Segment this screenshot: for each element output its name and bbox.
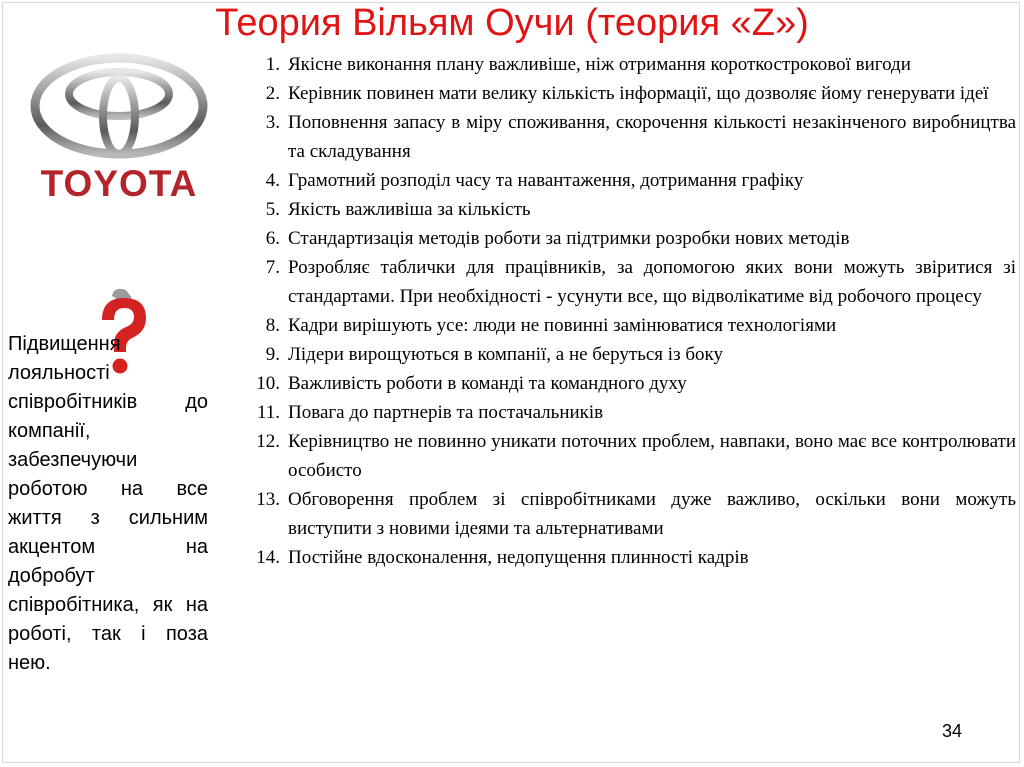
list-item-number: 6. [265, 228, 280, 249]
list-item [232, 166, 1016, 195]
list-item-text: Лідери вирощуються в компанії, а не беруться із боку [288, 344, 723, 365]
list-item-number: 1. [265, 54, 280, 75]
list-item-text: Кадри вирішують усе: люди не повинні замінюватися технологіями [288, 315, 837, 336]
list-item-text: Розробляє таблички для працівників, за допомогою яких вони можуть звіритися зі стандартами. При необхідності - усунути все, що відволікатиме від робочого процесу [288, 257, 1016, 307]
list-item-number: 7. [265, 257, 280, 278]
list-item [232, 427, 1016, 485]
principles-list [232, 50, 1016, 572]
list-item [232, 50, 1016, 79]
list-item-number: 8. [265, 315, 280, 336]
list-item-text: Повага до партнерів та постачальників [288, 402, 604, 423]
list-item [232, 398, 1016, 427]
page-number: 34 [941, 721, 962, 741]
list-item [232, 311, 1016, 340]
list-item-text: Якісне виконання плану важливіше, ніж отримання короткострокової вигоди [288, 54, 911, 75]
list-item [232, 108, 1016, 166]
summary-text: Підвищення лояльності співробітників до компанії, забезпечуючи роботою на все життя з сильним акцентом на добробут співробітника, як на роботі, так і поза нею. [8, 333, 208, 674]
toyota-emblem-icon [28, 50, 210, 162]
list-item [232, 253, 1016, 311]
toyota-logo [28, 50, 210, 210]
list-item-number: 9. [265, 344, 280, 365]
list-item [232, 224, 1016, 253]
list-item-text: Керівництво не повинно уникати поточних проблем, навпаки, воно має все контролювати особисто [288, 431, 1016, 481]
list-item-number: 2. [265, 83, 280, 104]
list-item-text: Якість важливіша за кількість [288, 199, 531, 220]
list-item [232, 369, 1016, 398]
list-item [232, 485, 1016, 543]
list-item-text: Керівник повинен мати велику кількість інформації, що дозволяє йому генерувати ідеї [288, 83, 989, 104]
list-item-text: Грамотний розподіл часу та навантаження, дотримання графіку [288, 170, 804, 191]
slide-title: Теория Вільям Оучи (теория «Z») [215, 2, 809, 44]
list-item-number: 14. [256, 547, 280, 568]
list-item-text: Поповнення запасу в міру споживання, скорочення кількості незакінченого виробництва та складування [288, 112, 1016, 162]
list-item-number: 5. [265, 199, 280, 220]
list-item-text: Обговорення проблем зі співробітниками дуже важливо, оскільки вони можуть виступити з новими ідеями та альтернативами [288, 489, 1016, 539]
list-item-number: 3. [265, 112, 280, 133]
list-item-number: 11. [256, 402, 280, 423]
toyota-wordmark: TOYOTA [40, 163, 198, 204]
list-item-text: Стандартизація методів роботи за підтримки розробки нових методів [288, 228, 850, 249]
list-item-text: Важливість роботи в команді та командного духу [288, 373, 687, 394]
list-item-number: 13. [256, 489, 280, 510]
list-item [232, 195, 1016, 224]
list-item-number: 12. [256, 431, 280, 452]
list-item-number: 10. [256, 373, 280, 394]
list-item-number: 4. [265, 170, 280, 191]
list-item [232, 543, 1016, 572]
list-item [232, 340, 1016, 369]
list-item [232, 79, 1016, 108]
list-item-text: Постійне вдосконалення, недопущення плинності кадрів [288, 547, 749, 568]
